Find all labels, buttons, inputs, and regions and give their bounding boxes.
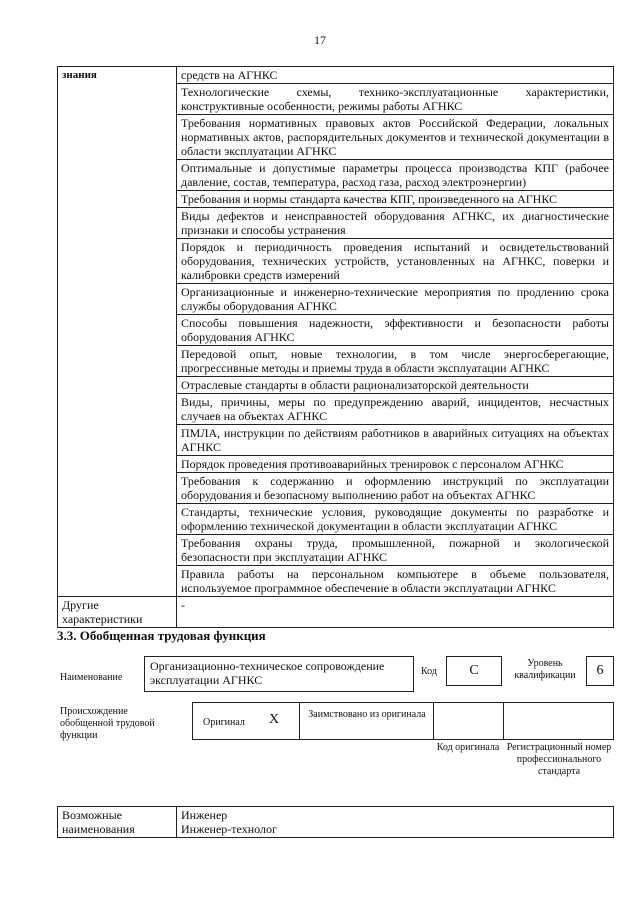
knowledge-item: ПМЛА, инструкции по действиям работников в аварийных ситуациях на объектах АГНКС: [177, 425, 614, 456]
name-label: Наименование: [60, 672, 123, 683]
knowledge-item: Требования охраны труда, промышленной, пожарной и экологической безопасности при эксплуатации АГНКС: [177, 535, 614, 566]
possible-names-values: [177, 807, 614, 838]
knowledge-item: Оптимальные и допустимые параметры процесса производства КПГ (рабочее давление, состав, температура, расход газа, расход электроэнергии): [177, 160, 614, 191]
knowledge-item: Правила работы на персональном компьютере в объеме пользователя, используемое программное обеспечение в области эксплуатации АГНКС: [177, 566, 614, 597]
origin-table: [192, 702, 614, 740]
knowledge-item: Способы повышения надежности, эффективности и безопасности работы оборудования АГНКС: [177, 315, 614, 346]
function-name-box: Организационно-техническое сопровождение эксплуатации АГНКС: [144, 656, 414, 692]
other-characteristics-label: Другие характеристики: [58, 597, 177, 628]
code-original-caption: Код оригинала: [436, 742, 500, 753]
knowledge-item: Порядок и периодичность проведения испытаний и освидетельствований оборудования, технических устройств, установленных на АГНКС, поверки и калибровки средств измерений: [177, 239, 614, 284]
knowledge-item: Порядок проведения противоаварийных тренировок с персоналом АГНКС: [177, 456, 614, 473]
knowledge-item: Требования и нормы стандарта качества КПГ, произведенного на АГНКС: [177, 191, 614, 208]
page-number: 17: [314, 33, 326, 47]
table-row: [58, 807, 614, 838]
borrowed-label: Заимствовано из оригинала: [308, 709, 426, 720]
registration-number-caption: Регистрационный номер профессионального стандарта: [506, 742, 612, 777]
knowledge-item: Виды дефектов и неисправностей оборудования АГНКС, их диагностические признаки и способы устранения: [177, 208, 614, 239]
knowledge-item: Организационные и инженерно-технические мероприятия по продлению срока службы оборудования АГНКС: [177, 284, 614, 315]
origin-label: Происхождение обобщенной трудовой функции: [60, 706, 155, 741]
original-label: Оригинал: [203, 717, 245, 728]
section-title: 3.3. Обобщенная трудовая функция: [57, 628, 266, 643]
possible-name-item: Инженер: [181, 808, 228, 822]
code-value-box: C: [446, 656, 502, 686]
other-characteristics-value: -: [177, 597, 614, 628]
knowledge-item: Технологические схемы, технико-эксплуатационные характеристики, конструктивные особенности, режимы работы АГНКС: [177, 84, 614, 115]
knowledge-item: Отраслевые стандарты в области рационализаторской деятельности: [177, 377, 614, 394]
knowledge-table: [57, 66, 614, 628]
qualification-level-box: 6: [586, 656, 614, 686]
knowledge-item: Стандарты, технические условия, руководящие документы по разработке и оформлению технической документации в области эксплуатации АГНКС: [177, 504, 614, 535]
qualification-level-label: Уровень квалификации: [514, 658, 576, 681]
knowledge-item: Требования нормативных правовых актов Российской Федерации, локальных нормативных актов, распорядительных документов и технической документации в области эксплуатации АГНКС: [177, 115, 614, 160]
original-mark: X: [269, 712, 280, 727]
possible-names-label: Возможные наименования: [58, 807, 177, 838]
possible-names-table: [57, 806, 614, 838]
table-row: [58, 67, 614, 84]
possible-name-item: Инженер-технолог: [181, 822, 277, 836]
code-label: Код: [421, 666, 437, 677]
table-row: [58, 597, 614, 628]
knowledge-item: Передовой опыт, новые технологии, в том числе энергосберегающие, прогрессивные методы и приемы труда в области эксплуатации АГНКС: [177, 346, 614, 377]
knowledge-item: Виды, причины, меры по предупреждению аварий, инцидентов, несчастных случаев на объектах АГНКС: [177, 394, 614, 425]
knowledge-item: средств на АГНКС: [177, 67, 614, 84]
knowledge-label: знания: [58, 67, 177, 597]
knowledge-item: Требования к содержанию и оформлению инструкций по эксплуатации оборудования и безопасному выполнению работ на объектах АГНКС: [177, 473, 614, 504]
